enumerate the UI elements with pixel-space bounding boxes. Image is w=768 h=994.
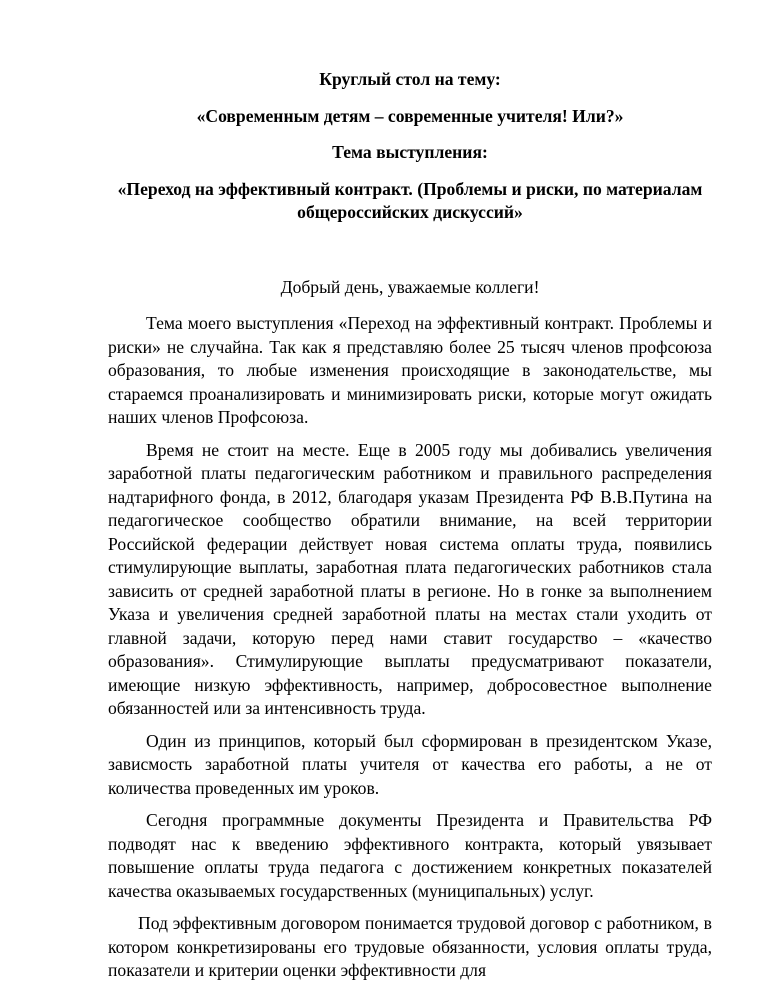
- paragraph-5: Под эффективным договором понимается трудовой договор с работником, в котором конкретизированы его трудовые обязанности, условия оплаты труда, показатели и критерии оценки эффективности для: [108, 913, 712, 980]
- greeting: Добрый день, уважаемые коллеги!: [280, 276, 540, 297]
- paragraph-4: Сегодня программные документы Президента и Правительства РФ подводят нас к введению эффективного контракта, который увязывает повышение оплаты труда педагога с достижением конкретных показателей качества оказываемых государственных (муниципальных) услуг.: [108, 810, 712, 901]
- document-body: [108, 68, 712, 992]
- speech-topic-title: «Переход на эффективный контракт. (Проблемы и риски, по материалам общероссийских дискуссий»: [117, 178, 703, 222]
- paragraph-1: Тема моего выступления «Переход на эффективный контракт. Проблемы и риски» не случайна. Так как я представляю более 25 тысяч членов профсоюза образования, то любые изменения происходящие в законодательстве, мы стараемся проанализировать и минимизировать риски, которые могут ожидать наших членов Профсоюза.: [108, 313, 712, 427]
- paragraph-3: Один из принципов, который был сформирован в президентском Указе, зависмость заработной платы учителя от качества его работы, а не от количества проведенных им уроков.: [108, 730, 712, 798]
- round-table-heading: Круглый стол на тему:: [319, 69, 501, 89]
- round-table-topic: «Современным детям – современные учителя! Или?»: [196, 105, 624, 126]
- speech-topic-heading: Тема выступления:: [332, 142, 488, 162]
- paragraph-2: Время не стоит на месте. Еще в 2005 году мы добивались увеличения заработной платы педагогическим работником и правильного распределения надтарифного фонда, в 2012, благодаря указам Президента РФ В.В.Путина на педагогическое сообщество обратили внимание, на всей территории Российской федерации действует новая система оплаты труда, появились стимулирующие выплаты, заработная плата педагогических работников стала зависить от средней заработной платы в регионе. Но в гонке за выполнением Указа и увеличения средней заработной платы на местах стали уходить от главной задачи, которую перед нами ставит государство – «качество образования». Стимулирующие выплаты предусматривают показатели, имеющие низкую эффективность, например, добросовестное выполнение обязанностей или за интенсивность труда.: [108, 439, 712, 718]
